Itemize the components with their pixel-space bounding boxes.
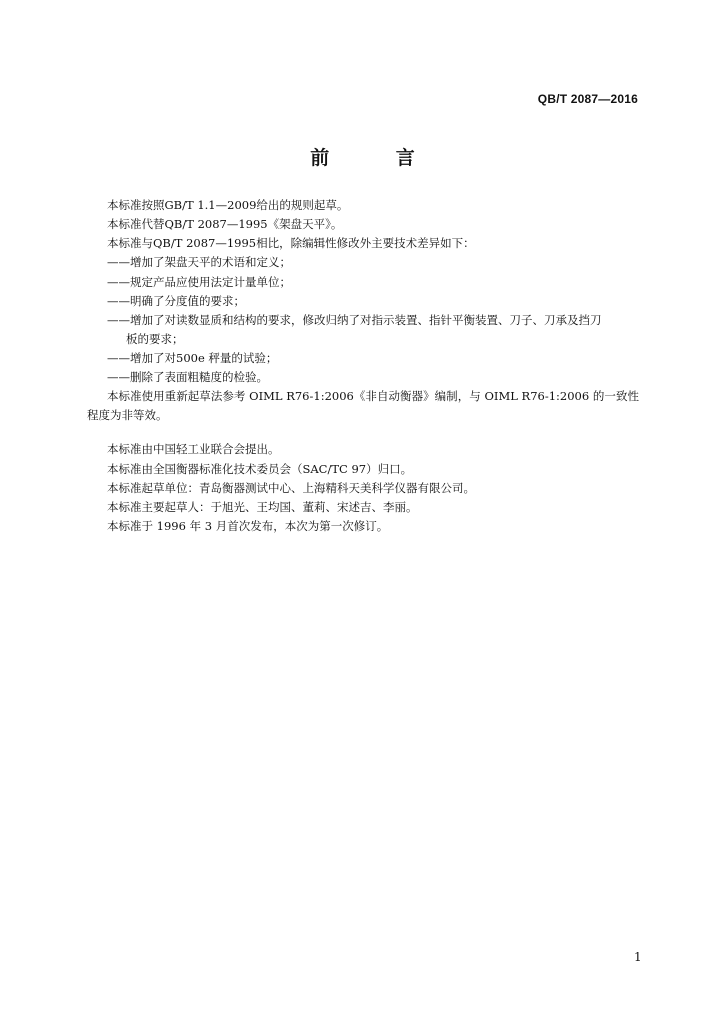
- paragraph-drafting-rules: 本标准按照GB/T 1.1—2009给出的规则起草。: [107, 198, 349, 212]
- paragraph-differences-intro: 本标准与QB/T 2087—1995相比，除编辑性修改外主要技术差异如下：: [107, 236, 475, 250]
- page-number: 1: [634, 950, 642, 964]
- list-item: ——增加了架盘天平的术语和定义；: [107, 255, 291, 269]
- paragraph-replaces: 本标准代替QB/T 2087—1995《架盘天平》。: [107, 217, 343, 231]
- document-code: QB/T 2087—2016: [537, 92, 638, 106]
- list-item: ——增加了对500e 秤量的试验；: [107, 351, 278, 365]
- paragraph-publication-history: 本标准于 1996 年 3 月首次发布，本次为第一次修订。: [107, 519, 389, 533]
- paragraph-administered-by: 本标准由全国衡器标准化技术委员会（SAC/TC 97）归口。: [107, 462, 413, 476]
- list-item: ——删除了表面粗糙度的检验。: [107, 370, 268, 384]
- paragraph-proposed-by: 本标准由中国轻工业联合会提出。: [107, 442, 280, 456]
- list-item: ——规定产品应使用法定计量单位；: [107, 275, 291, 289]
- paragraph-oiml-reference: 本标准使用重新起草法参考 OIML R76-1:2006《非自动衡器》编制，与 OIML R76-1:2006 的一致性程度为非等效。: [87, 389, 639, 422]
- list-item: ——增加了对读数显质和结构的要求，修改归纳了对指示装置、指针平衡装置、刀子、刀承及挡刀: [107, 313, 602, 327]
- list-item: ——明确了分度值的要求；: [107, 294, 245, 308]
- paragraph-drafting-units: 本标准起草单位：青岛衡器测试中心、上海精科天美科学仪器有限公司。: [107, 481, 475, 495]
- list-item-continuation: 板的要求；: [126, 332, 184, 346]
- page-title: 前 言: [310, 147, 445, 169]
- paragraph-drafters: 本标准主要起草人：于旭光、王均国、董莉、宋述吉、李丽。: [107, 500, 418, 514]
